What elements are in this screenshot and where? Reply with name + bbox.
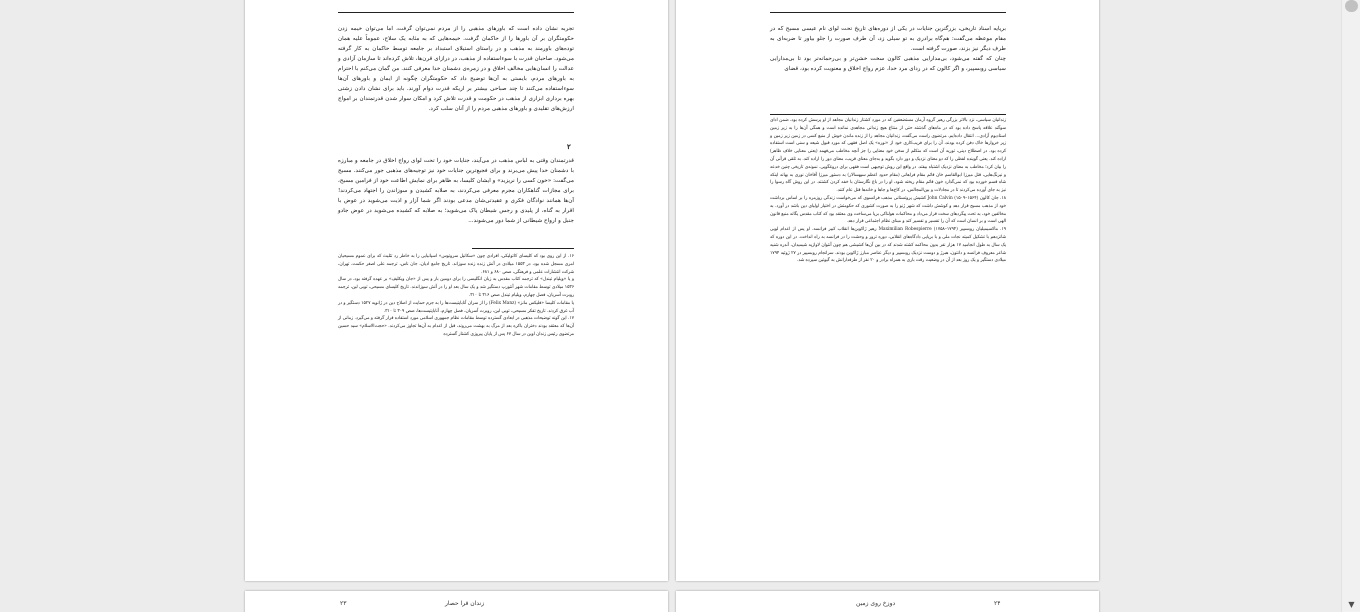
page-right-next	[676, 591, 1099, 612]
scroll-down-icon[interactable]: ▼	[1348, 600, 1355, 609]
footnotes	[338, 253, 574, 339]
body-paragraph	[770, 24, 1006, 74]
footnote: ۱۷. این گونه توضیحات مذهبی در ابعادی گسترده توسط مقامات نظام جمهوری اسلامی مورد استفاده قرار گرفته و می‌گیرد. زمانی از آن‌ها که معتقد بودند دختران باکره بعد از مرگ به بهشت می‌روند، قبل از اعدام به آن‌ها تجاوز می‌کردند. «حجت‌الاسلام» سید حسین مرتضوی رئیس زندان اوین در سال ۶۷ پس از پایان پیروزی کشتار گسترده	[338, 316, 574, 337]
running-head: زندان قرا حصار	[445, 600, 485, 607]
footnote: زندانیان سیاسی، نزد بالاتر بزرگی رهبر گروه آرمان مستضعفین که در مورد کشتار زندانیان مجاهد از او پرسش کرده بود، ضمن ادای سوگند علاقه پاسخ داده بود که در ماه‌های گذشته حتی از منتاع هیچ زندانی مجاهدی نمانده است و همگی آن‌ها را به زیر زمین استادیوم آزادی... انتقال داده‌ایم. مرتضوی راست می‌گفت، زندانیان مجاهد را از زنده ماندن خوش از منبع کسی در زمین زیر زمین و زیر خروارها خاک دفن کرده بودند، آن را برای فریب‌کاری خود از «نوره» یک اصل فقهی که مورد قبول شیعه و سنی است استفاده کرده بود. در اصطلاح دینی، توریه آن است که متکلم از سخن خود معنایی را جز آنچه مخاطب می‌فهمد (یعنی معنایی خلاف ظاهر) اراده کند. یعنی گوینده لفظی را که دو معنای نزدیک و دور دارد بگوید و به‌جای معنای قریب، معنای دور را اراده کند. به تلقی قرآنی آن را بیان کرد؛ مخاطب به معنای نزدیک اشتباه بیفتد. در واقع این روش توجیهی است فقهی برای دروغگویی. نمونه‌ی تاریخی چنین خدعه و نیرنگ‌هایی، قتل میرزا ابوالقاسم خان قائم مقام فراهانی (مقام حدود اعظم سپهسالار) به دستور میرزا آقاخان نوری به بهانه اینکه شاه قسم خورده بود که نمی‌گذارد خون قائم مقام ریخته شود، او را در باغ نگارستان با خفه کردن کشتند. در این روش گاه رسوا را نیز به جای آورده می‌کردند تا در مجادلات و بین‌المجالس، در کاخ‌ها و جاها و خانه‌ها قتل عام کنند.	[770, 118, 1006, 194]
paragraph-text: برپایه اسناد تاریخی، بزرگترین جنایات در یکی از دوره‌های تاریخ تحت لوای نام عیسی مسیح که در مقام موعظه می‌گفت: هم‌گاه برادری به تو سیلی زد، آن طرف صورت را جلو بیاور تا ضربه‌ای به طرف دیگر نیز بزند، صورت گرفته است.	[770, 26, 1006, 52]
running-head: دوزخ روی زمین	[856, 600, 896, 607]
paragraph-text: قدرتمندان وقتی به لباس مذهب در می‌آیند، جنایات خود را تحت لوای رواج اخلاق در جامعه و مبارزه با دشمنان خدا پیش می‌برند و برای فجیع‌ترین جنایات خود نیز توجیه‌های مذهبی جور می‌کنند. مسیح می‌گفت: «خون کسی را نریزید» و ایشان کلیسا، به ظاهر برای نمایش اطاعت خود از فرامین مسیح، برای مجازات گناهکاران مجرم معرفی می‌کردند، به صلابه کشیدن و سوزاندن را اجتهاد می‌کردند! آن‌ها همانند نوادگان فکری و عقیدتی‌شان مدعی بودند اگر شما آزار و اذیت می‌شوید در عوض با اقرار به گناه، از پلیدی و رجس شیطان پاک می‌شوید؛ به صلابه که کشیده می‌شوید در عوض جادو جنبل و ارواح شیطانی از شما دور می‌شوند...	[338, 158, 574, 224]
footnotes	[770, 117, 1006, 265]
page-number: ۲۳	[340, 600, 347, 607]
footnote: ۱۶. از این روی بود که کلیسای کاتولیکی، افرادی چون «سکانیل سروتوس» اسپانیایی را به خاطر رد تثلیث که برای عموم مسیحیان امری مسجل شده بود، در ۱۵۵۳ میلادی در آتش زنده زنده سوزاند. تاریخ جامع ادیان، جان ناس، ترجمه علی اصغر حکمت، تهران، شرکت انتشارات علمی و فرهنگی، صص ۶۸۰ و ۶۸۱.	[338, 254, 574, 275]
footnote: و یا «ویلیام تیندل» که ترجمه کتاب مقدس به زبان انگلیسی را برای دومین بار و پس از «جان ویکلیف» بر عهده گرفته بود، در سال ۱۵۳۶ میلادی توسط مقامات شهر آنتورپ دستگیر شد و یک سال بعد او را در آتش سوزاندند. تاریخ کلیسای مسیحی، توبی لین، ترجمه روبرت آسریان، فصل چهارم، ویلیام تیندل صص ۳۱۶ تا ۳۱۰.	[338, 277, 574, 298]
paragraph-text: چنان که گفته می‌شود، بی‌مدارایی مذهبی کالون سخت خشن‌تر و بی‌رحمانه‌تر بود تا بی‌مدارایی سیاسی روبسپیر، و اگر کالون که در ردای مرد خدا، عزم رواج اخلاق و معنویت کرده بود، قضای	[770, 56, 1006, 72]
footnote-rule	[472, 248, 574, 249]
page-right	[676, 0, 1099, 581]
paragraph-text: تجربه نشان داده است که باورهای مذهبی را از مردم نمی‌توان گرفت، اما می‌توان خیمه زدن حکومتگران بر آن باورها را از حاکمان گرفت. خیمه‌هایی که به مثابه یک سلاح، عموماً علیه همان توده‌های باورمند به مذهب و در راستای استیلای استبداد بر جامعه توسط حاکمان به کار گرفته می‌شود. صاحبان قدرت با سوءاستفاده از مذهب، در درازای قرن‌ها، تلاش کرده‌اند تا سازمان آزادی و عدالت را انسان‌هایی مخالف اخلاق و در زمره‌ی دشمنان خدا معرفی کنند. من گمان می‌کنم با احترام به باورهای مردم، بایستی به آن‌ها توضیح داد که حکومتگران چگونه از ایمان و باورهای آن‌ها سوءاستفاده می‌کنند تا چند صباحی بیشتر بر اریکه قدرت دوام آورند. باید برای نشان دادن زشتی بهره برداری ابزاری از مذهب در حکومت و قدرت تلاش کرد و امکان سوار شدن قدرتمندان بر امواج ارزش‌های تقلیدی و باورهای مذهبی مردم را از آنان سلب کرد.	[338, 26, 574, 112]
header-rule	[770, 12, 1006, 13]
vertical-scrollbar[interactable]	[1341, 0, 1360, 612]
scroll-thumb[interactable]	[1345, 0, 1358, 12]
page-number: ۲۴	[994, 600, 1001, 607]
body-paragraph	[338, 156, 574, 226]
footnote-rule	[770, 114, 1006, 115]
header-rule	[338, 12, 574, 13]
page-left	[245, 0, 668, 581]
footnote: یا مقامات کلیسا «فلیکس مانز» (Felix Manz) را از سران آناباپتیست‌ها را به جرم حمایت از اصلاح دین در ژانویه ۱۵۲۷ دستگیر و در آب غرق کردند. تاریخ تفکر مسیحی، توبی لین، روبرت آسریان، فصل چهارم، آناباپتیست‌ها، صص ۳۰۹ تا ۳۱۰.	[338, 300, 575, 314]
page-left-next	[245, 591, 668, 612]
footnote: ۱۸. جان کالون John Calvin (۱۵۰۹–۱۵۶۴) کشیش پروتستانی مذهب فرانسوی که می‌خواست زندگی روزمره را بر اساس برداشت خود از مذهب مسیح قرار دهد و کوشش داشت که شهر ژنو را به صورت کشوری که حکومتش در اختیار اولیای دین باشد در آورد. به مخالفین خود، به تحت پیگردهای سخت قرار می‌داد و محاکمات هولناکی برپا می‌ساخت وی معتقد بود که کتاب مقدس یگانه منبع قانون الهی است و بر انسان است که آن را تفسیر و تفسیر کند و مبنای نظام اجتماعی قرار دهد.	[770, 195, 1006, 225]
footnote: ۱۹. ماکسیمیلیان روبسپیر Maximilian Robespierre (۱۷۵۸–۱۷۹۴) رهبر ژاکوبن‌ها انقلاب کبیر فرانسه. او پس از اعدام لویی شانزدهم با تشکیل کمیته نجات ملی و با برپایی دادگاه‌های انقلابی، دوره ترور و وحشت را در فرانسه به راه انداخت. در این دوره که یک سال به طول انجامید ۱۷ هزار نفر بدون محاکمه کشته شدند که در بین آن‌ها کشیشی هم چون آنتوان لاوازیه شیمیدان، آندره شنیه شاعر معروف فرانسه و دانتون، هبرژ و دوست نزدیک روبسپیر و دیگر عناصر مبارز ژاکوبن بودند. سرانجام روبسپیر در ۲۷ ژوئیه ۱۷۹۴ میلادی دستگیر و یک روز بعد از آن در وضعیت رقت باری به همراه برادر و ۲۰ نفر از طرفدارانش به گیوتین سپرده شد.	[770, 227, 1006, 264]
body-paragraph	[338, 24, 574, 114]
section-number: ۲	[567, 142, 571, 151]
